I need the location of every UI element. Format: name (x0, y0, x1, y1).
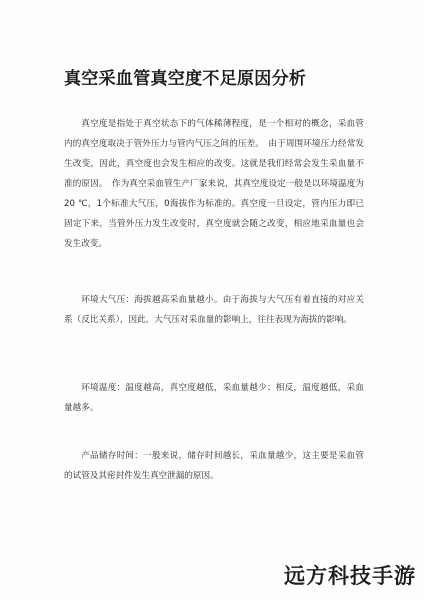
paragraph-atmospheric-pressure: 环境大气压：海拔越高采血量越小。由于海拔与大气压有着直接的对应关系（反比关系），因此，大气压对采血量的影响上，往往表现为海拔的影响。 (64, 295, 364, 325)
paragraph-storage-time: 产品储存时间：一般来说，储存时间越长，采血量越少，这主要是采血管的试管及其密封件发生真空泄漏的原因。 (64, 451, 364, 481)
document-title: 真空采血管真空度不足原因分析 (64, 69, 307, 89)
site-watermark: 远方科技手游 (284, 564, 416, 588)
paragraph-vacuum-definition: 真空度是指处于真空状态下的气体稀薄程度，是一个相对的概念，采血管内的真空度取决于管外压力与管内气压之间的压差。 由于周围环境压力经常发生改变，因此，真空度也会发生相应的改变。这就是我们经常会发生采血量不准的原因。 作为真空采血管生产厂家来说，其真空度设定一般是以环境温度为 20 ℃，1个标准大气压，0海拔作为标准的。真空度一旦设定，管内压力即已固定下来，当管外压力发生改变时，真空度就会随之改变，相应地采血量也会发生改变。 (64, 119, 364, 249)
paragraph-environment-temperature: 环境温度：温度越高，真空度越低，采血量越少；相反，温度越低，采血量越多。 (64, 383, 364, 413)
